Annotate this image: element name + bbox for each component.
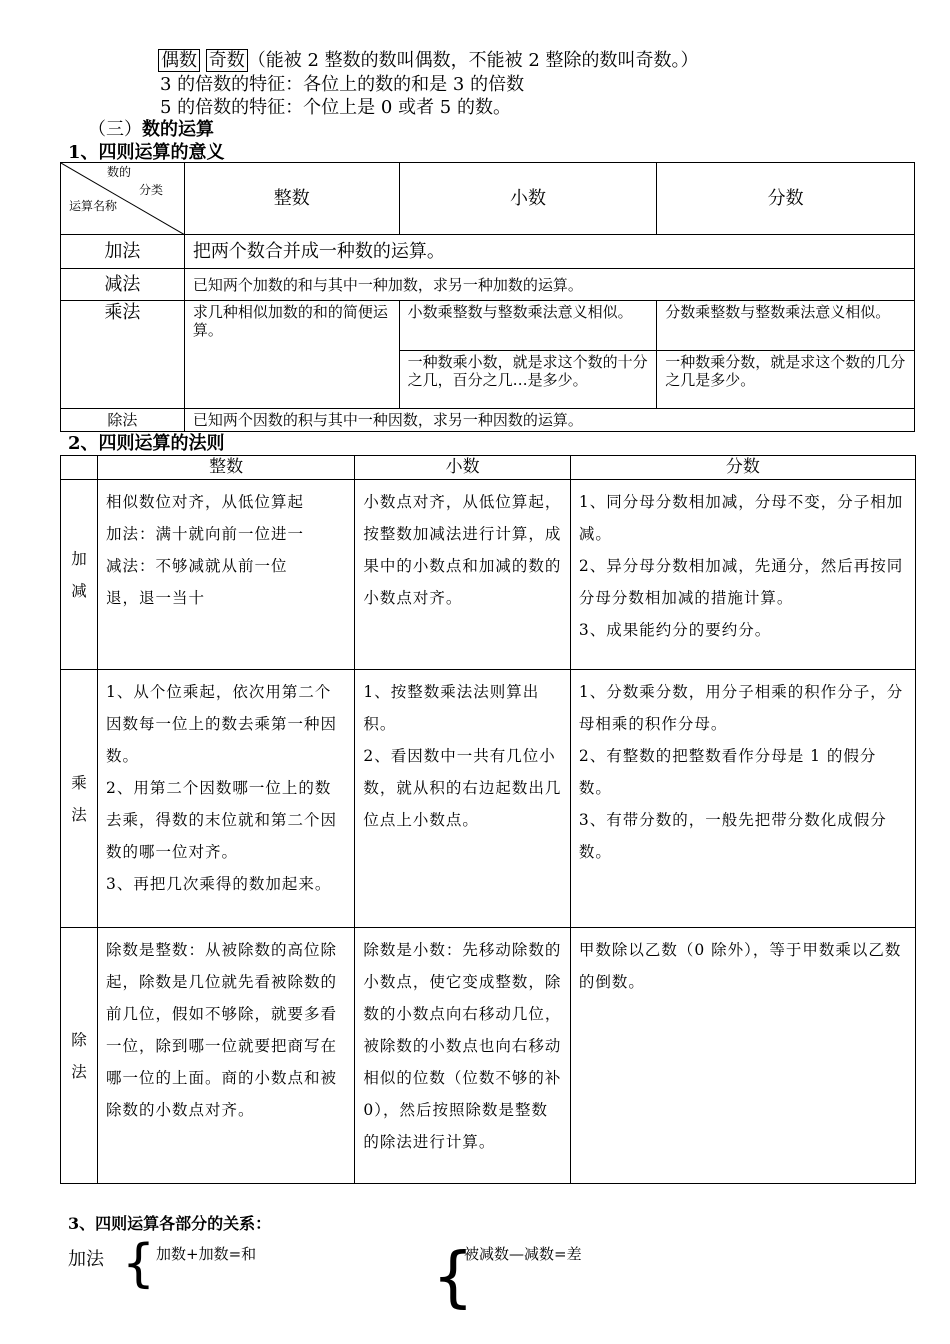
mul-integer-rule: 1、从个位乘起，依次用第二个因数每一位上的数去乘第一种因数。 2、用第二个因数哪一位上的数去乘，得数的末位就和第二个因数的哪一位对齐。 3、再把几次乘得的数加起来。 [97, 670, 354, 928]
multiple-3-rule: 3 的倍数的特征：各位上的数的和是 3 的倍数 [160, 74, 525, 95]
add-integer-rule: 相似数位对齐，从低位算起 加法：满十就向前一位进一 减法：不够减就从前一位 退，退一当十 [97, 480, 354, 670]
row-label-sub: 减法 [61, 269, 185, 301]
even-odd-definition [158, 49, 699, 73]
header-integer: 整数 [184, 163, 399, 235]
sub-formula: 被减数—减数=差 [464, 1245, 582, 1263]
header-fraction: 分数 [657, 163, 915, 235]
add-formula: 加数+加数=和 [156, 1245, 257, 1263]
section-heading [88, 118, 214, 142]
subsection-3-title: 3、四则运算各部分的关系： [68, 1214, 272, 1233]
corner-top-label: 数的 [107, 165, 132, 179]
mul-fraction-meaning-1: 分数乘整数与整数乘法意义相似。 [657, 301, 915, 351]
relation-add-label: 加法 [68, 1249, 104, 1270]
operation-rules-table [60, 455, 916, 1184]
rules-label-mul: 乘法 [61, 670, 98, 928]
add-fraction-rule: 1、同分母分数相加减，分母不变，分子相加减。 2、异分母分数相加减，先通分，然后再按同分母分数相加减的措施计算。 3、成果能约分的要约分。 [570, 480, 915, 670]
rules-header-decimal: 小数 [355, 456, 571, 480]
even-odd-text: （能被 2 整数的数叫偶数，不能被 2 整除的数叫奇数。） [247, 50, 699, 71]
odd-label: 奇数 [206, 49, 248, 72]
rules-label-add: 加减 [61, 480, 98, 670]
subsection-2-title: 2、四则运算的法则 [68, 433, 225, 454]
sub-meaning: 已知两个加数的和与其中一种加数，求另一种加数的运算。 [184, 269, 914, 301]
even-label: 偶数 [158, 49, 200, 72]
row-label-div: 除法 [61, 409, 185, 432]
mul-decimal-rule: 1、按整数乘法法则算出积。 2、看因数中一共有几位小数，就从积的右边起数出几位点上小数点。 [355, 670, 571, 928]
subsection-1-title: 1、四则运算的意义 [68, 142, 225, 163]
brace-right: { [432, 1238, 474, 1315]
add-meaning: 把两个数合并成一种数的运算。 [184, 235, 914, 269]
div-integer-rule: 除数是整数：从被除数的高位除起，除数是几位就先看被除数的前几位，假如不够除，就要多看一位，除到哪一位就要把商写在哪一位的上面。商的小数点和被除数的小数点对齐。 [97, 928, 354, 1184]
mul-decimal-meaning-2: 一种数乘小数，就是求这个数的十分之几，百分之几…是多少。 [399, 351, 657, 409]
corner-right-label: 分类 [139, 183, 164, 197]
row-label-mul: 乘法 [61, 301, 185, 409]
multiple-5-rule: 5 的倍数的特征：个位上是 0 或者 5 的数。 [160, 97, 511, 118]
mul-fraction-meaning-2: 一种数乘分数，就是求这个数的几分之几是多少。 [657, 351, 915, 409]
header-decimal: 小数 [399, 163, 657, 235]
section-title: 数的运算 [142, 119, 214, 140]
row-label-add: 加法 [61, 235, 185, 269]
div-decimal-rule: 除数是小数：先移动除数的小数点，使它变成整数，除数的小数点向右移动几位，被除数的小数点也向右移动相似的位数（位数不够的补 0），然后按照除数是整数的除法进行计算。 [355, 928, 571, 1184]
mul-fraction-rule: 1、分数乘分数，用分子相乘的积作分子，分母相乘的积作分母。 2、有整数的把整数看作分母是 1 的假分数。 3、有带分数的，一般先把带分数化成假分数。 [570, 670, 915, 928]
corner-cell [61, 163, 185, 235]
rules-corner [61, 456, 98, 480]
rules-header-fraction: 分数 [570, 456, 915, 480]
add-decimal-rule: 小数点对齐，从低位算起，按整数加减法进行计算，成果中的小数点和加减的数的小数点对齐。 [355, 480, 571, 670]
corner-left-label: 运算名称 [69, 199, 118, 213]
brace-left: { [122, 1234, 156, 1294]
div-meaning: 已知两个因数的积与其中一种因数，求另一种因数的运算。 [184, 409, 914, 432]
mul-integer-meaning: 求几种相似加数的和的简便运算。 [184, 301, 399, 409]
rules-header-integer: 整数 [97, 456, 354, 480]
section-prefix: （三） [88, 119, 142, 140]
operation-meaning-table [60, 162, 915, 432]
rules-label-div: 除法 [61, 928, 98, 1184]
div-fraction-rule: 甲数除以乙数（0 除外），等于甲数乘以乙数的倒数。 [570, 928, 915, 1184]
mul-decimal-meaning-1: 小数乘整数与整数乘法意义相似。 [399, 301, 657, 351]
